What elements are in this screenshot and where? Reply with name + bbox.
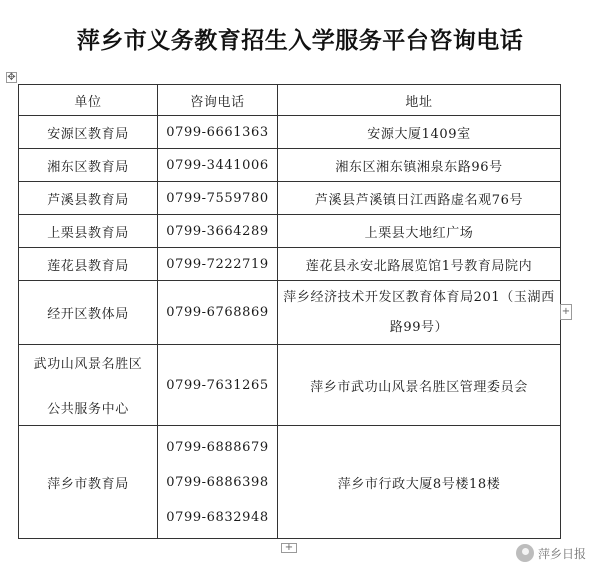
unit-cell bbox=[19, 345, 158, 426]
address-cell: 芦溪县芦溪镇日江西路虚名观76号 bbox=[278, 182, 561, 215]
add-column-button[interactable]: + bbox=[560, 304, 572, 320]
phone-cell: 0799-3441006 bbox=[158, 149, 278, 182]
wechat-icon bbox=[516, 544, 534, 562]
address-cell: 莲花县永安北路展览馆1号教育局院内 bbox=[278, 248, 561, 281]
phone-cell: 0799-7631265 bbox=[158, 345, 278, 426]
header-unit: 单位 bbox=[19, 85, 158, 116]
table-header-row bbox=[19, 85, 561, 116]
phone-line: 0799-6832948 bbox=[166, 509, 269, 525]
address-text: 萍乡经济技术开发区教育体育局201（玉湖西路99号） bbox=[283, 289, 555, 335]
unit-line: 公共服务中心 bbox=[47, 402, 129, 417]
table-row bbox=[19, 149, 561, 182]
address-cell: 上栗县大地红广场 bbox=[278, 215, 561, 248]
phone-cell bbox=[158, 426, 278, 539]
table-row bbox=[19, 426, 561, 539]
address-cell: 安源大厦1409室 bbox=[278, 116, 561, 149]
phone-cell: 0799-7559780 bbox=[158, 182, 278, 215]
add-row-button[interactable]: + bbox=[281, 543, 297, 553]
phone-cell: 0799-7222719 bbox=[158, 248, 278, 281]
unit-cell: 经开区教体局 bbox=[19, 281, 158, 345]
table-row bbox=[19, 345, 561, 426]
page-title: 萍乡市义务教育招生入学服务平台咨询电话 bbox=[76, 28, 524, 54]
watermark bbox=[516, 544, 586, 562]
unit-cell: 湘东区教育局 bbox=[19, 149, 158, 182]
phone-line: 0799-6886398 bbox=[166, 474, 269, 490]
unit-cell: 上栗县教育局 bbox=[19, 215, 158, 248]
phone-line: 0799-6888679 bbox=[166, 439, 269, 455]
unit-cell: 芦溪县教育局 bbox=[19, 182, 158, 215]
address-cell: 萍乡市行政大厦8号楼18楼 bbox=[278, 426, 561, 539]
table-row bbox=[19, 281, 561, 345]
table-row bbox=[19, 248, 561, 281]
unit-line: 武功山风景名胜区 bbox=[33, 357, 143, 372]
address-cell bbox=[278, 281, 561, 345]
table-move-handle[interactable]: ✥ bbox=[7, 72, 16, 83]
table-row bbox=[19, 215, 561, 248]
table-row bbox=[19, 116, 561, 149]
phone-cell: 0799-6768869 bbox=[158, 281, 278, 345]
address-cell: 湘东区湘东镇湘泉东路96号 bbox=[278, 149, 561, 182]
unit-cell: 安源区教育局 bbox=[19, 116, 158, 149]
contact-table bbox=[18, 84, 561, 539]
phone-cell: 0799-3664289 bbox=[158, 215, 278, 248]
header-phone: 咨询电话 bbox=[158, 85, 278, 116]
unit-cell: 莲花县教育局 bbox=[19, 248, 158, 281]
table-row bbox=[19, 182, 561, 215]
unit-cell: 萍乡市教育局 bbox=[19, 426, 158, 539]
watermark-text: 萍乡日报 bbox=[537, 546, 586, 561]
phone-cell: 0799-6661363 bbox=[158, 116, 278, 149]
address-cell: 萍乡市武功山风景名胜区管理委员会 bbox=[278, 345, 561, 426]
header-address: 地址 bbox=[278, 85, 561, 116]
